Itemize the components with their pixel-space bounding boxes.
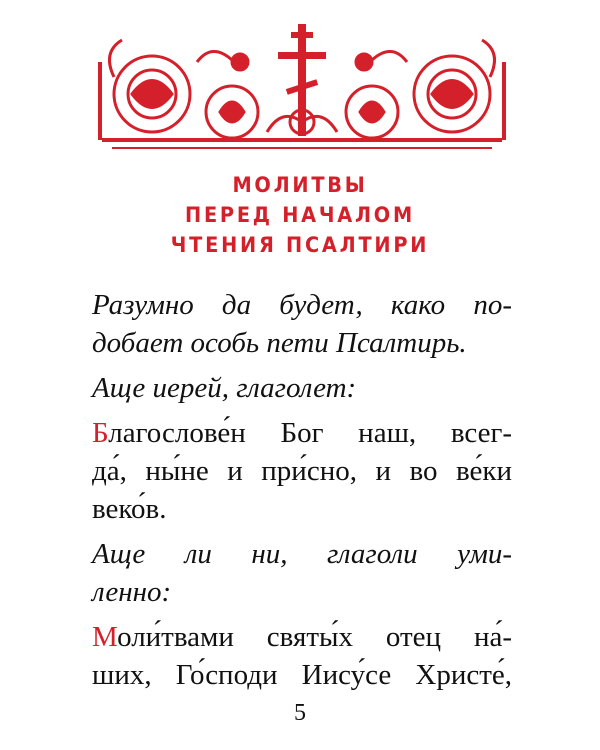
- prayer-line: да́, ны́не и при́сно, и во ве́ки: [92, 455, 512, 487]
- prayer-text: оли́твами святы́х отец на́-: [117, 621, 512, 653]
- prayer-line: веко́в.: [92, 493, 167, 525]
- rubric-line: добает особь пети Псалтирь.: [92, 327, 467, 359]
- page-number: 5: [294, 700, 306, 726]
- prayer-line: [92, 415, 512, 451]
- rubric-line: Разумно да будет, како по-: [92, 289, 512, 321]
- title-line-3: ЧТЕНИЯ ПСАЛТИРИ: [170, 233, 430, 257]
- red-initial: Б: [92, 417, 109, 449]
- title-line-2: ПЕРЕД НАЧАЛОМ: [185, 203, 415, 227]
- prayer-line: [92, 619, 512, 655]
- prayer-line: ших, Го́споди Иису́се Христе́,: [92, 659, 512, 691]
- red-initial: М: [92, 621, 118, 653]
- rubric-line: ленно:: [92, 576, 172, 608]
- cross-floral-ornament-icon: [92, 22, 512, 152]
- prayer-text: лагослове́н Бог наш, всег-: [108, 417, 512, 449]
- rubric-line: Аще иерей, глаголет:: [92, 372, 357, 404]
- title-line-1: МОЛИТВЫ: [232, 173, 368, 197]
- rubric-line: Аще ли ни, глаголи уми-: [92, 538, 512, 570]
